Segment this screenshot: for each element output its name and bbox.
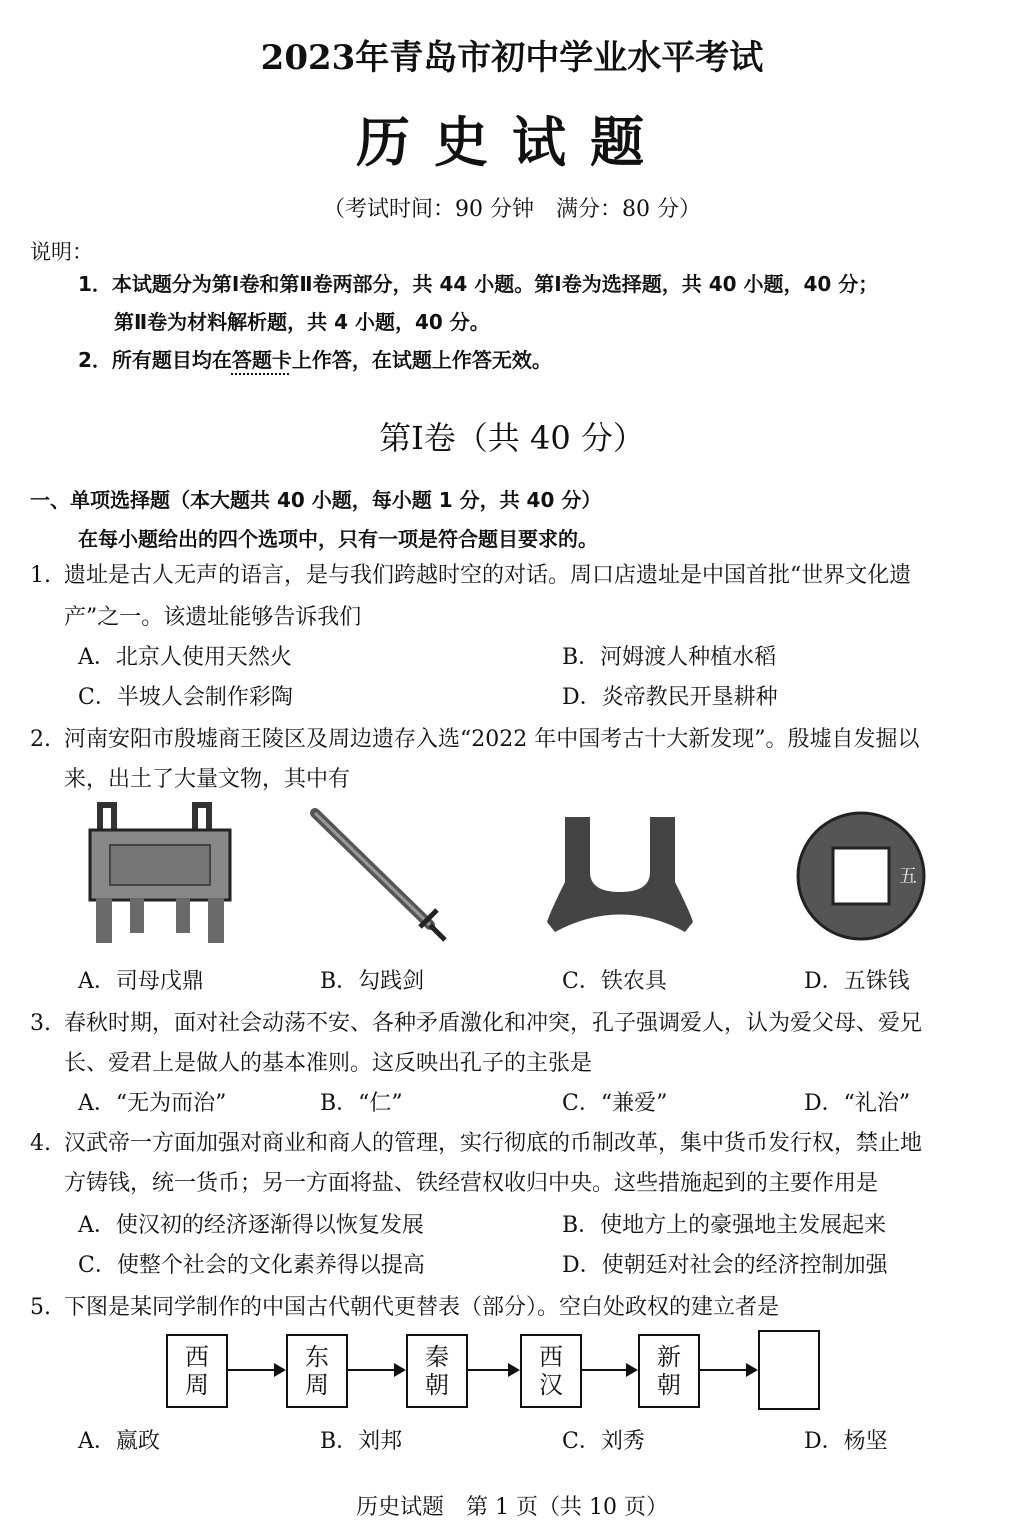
dynasty-char: 汉 [539, 1371, 563, 1399]
flow-arrow [226, 1369, 284, 1371]
q5-option-c: C．刘秀 [562, 1429, 645, 1454]
q4-option-b: B．使地方上的豪强地主发展起来 [562, 1213, 887, 1238]
q5-option-b: B．刘邦 [320, 1429, 403, 1454]
q4-number: 4. [30, 1131, 51, 1156]
goujian-sword-image [305, 805, 455, 945]
dynasty-char: 新 [657, 1343, 681, 1371]
q1-stem-line-1: 遗址是古人无声的语言，是与我们跨越时空的对话。周口店遗址是中国首批“世界文化遗 [64, 563, 912, 588]
dynasty-box-qin [406, 1334, 468, 1408]
q4-option-c: C．使整个社会的文化素养得以提高 [78, 1253, 425, 1278]
dynasty-char: 西 [539, 1343, 563, 1371]
q3-option-d: D．“礼治” [804, 1091, 911, 1116]
exam-title: 2023年青岛市初中学业水平考试 [260, 38, 764, 78]
dynasty-char: 西 [185, 1343, 209, 1371]
flow-arrow [466, 1369, 518, 1371]
note-1-line-1: 1．本试题分为第Ⅰ卷和第Ⅱ卷两部分，共 44 小题。第Ⅰ卷为选择题，共 40 小题，40 分； [78, 272, 879, 296]
wuzhu-coin-image [795, 810, 927, 942]
q5-number: 5. [30, 1295, 51, 1320]
dynasty-char: 朝 [425, 1371, 449, 1399]
q1-option-c: C．半坡人会制作彩陶 [78, 685, 293, 710]
flow-arrow [346, 1369, 404, 1371]
section-title: 第Ⅰ卷（共 40 分） [379, 419, 645, 457]
exam-info: （考试时间：90 分钟 满分：80 分） [323, 197, 701, 222]
q1-number: 1. [30, 563, 51, 588]
q2-option-c: C．铁农具 [562, 969, 667, 994]
q1-option-d: D．炎帝教民开垦耕种 [562, 685, 778, 710]
q3-stem-line-1: 春秋时期，面对社会动荡不安、各种矛盾激化和冲突，孔子强调爱人，认为爱父母、爱兄 [64, 1011, 923, 1036]
dynasty-char: 周 [305, 1371, 329, 1399]
dynasty-box-eastern-zhou [286, 1334, 348, 1408]
dynasty-char: 东 [305, 1343, 329, 1371]
q3-option-b: B．“仁” [320, 1091, 403, 1116]
part-title: 一、单项选择题（本大题共 40 小题，每小题 1 分，共 40 分） [30, 488, 602, 512]
iron-farm-tool-image [545, 812, 695, 937]
q4-stem-line-2: 方铸钱，统一货币；另一方面将盐、铁经营权收归中央。这些措施起到的主要作用是 [64, 1171, 879, 1196]
page-footer: 历史试题 第 1 页（共 10 页） [356, 1495, 668, 1520]
q3-option-a: A．“无为而治” [78, 1091, 227, 1116]
flow-arrow [698, 1369, 756, 1371]
q2-option-a: A．司母戊鼎 [78, 969, 204, 994]
q1-option-a: A．北京人使用天然火 [78, 645, 292, 670]
notes-label: 说明： [30, 240, 93, 264]
q3-number: 3. [30, 1011, 51, 1036]
paper-title: 历史试题 [356, 110, 668, 174]
dynasty-char: 秦 [425, 1343, 449, 1371]
note-2-pre: 2．所有题目均在 [78, 348, 232, 372]
q2-option-d: D．五铢钱 [804, 969, 910, 994]
note-2-emphasis: 答题卡 [231, 348, 292, 372]
simuwu-ding-image [80, 800, 240, 950]
q3-stem-line-2: 长、爱君上是做人的基本准则。这反映出孔子的主张是 [64, 1051, 593, 1076]
q4-stem-line-1: 汉武帝一方面加强对商业和商人的管理，实行彻底的币制改革，集中货币发行权，禁止地 [64, 1131, 923, 1156]
svg-text:五: 五 [899, 866, 917, 887]
q1-option-b: B．河姆渡人种植水稻 [562, 645, 777, 670]
q2-stem-line-1: 河南安阳市殷墟商王陵区及周边遗存入选“2022 年中国考古十大新发现”。殷墟自发掘以 [64, 727, 920, 752]
q1-stem-line-2: 产”之一。该遗址能够告诉我们 [64, 605, 362, 630]
q4-option-a: A．使汉初的经济逐渐得以恢复发展 [78, 1213, 424, 1238]
dynasty-box-blank [758, 1330, 820, 1410]
dynasty-char: 周 [185, 1371, 209, 1399]
q5-option-a: A．嬴政 [78, 1429, 160, 1454]
part-instructions: 在每小题给出的四个选项中，只有一项是符合题目要求的。 [78, 527, 598, 551]
dynasty-box-xin [638, 1334, 700, 1408]
q5-option-d: D．杨坚 [804, 1429, 888, 1454]
q3-option-c: C．“兼爱” [562, 1091, 668, 1116]
q4-option-d: D．使朝廷对社会的经济控制加强 [562, 1253, 888, 1278]
dynasty-box-western-zhou [166, 1334, 228, 1408]
dynasty-box-western-han [520, 1334, 582, 1408]
q2-option-b: B．勾践剑 [320, 969, 425, 994]
note-2 [78, 344, 552, 373]
dynasty-char: 朝 [657, 1371, 681, 1399]
q2-number: 2. [30, 727, 51, 752]
flow-arrow [580, 1369, 636, 1371]
q2-stem-line-2: 来，出土了大量文物，其中有 [64, 767, 351, 792]
note-2-post: 上作答，在试题上作答无效。 [291, 348, 552, 372]
note-1-line-2: 第Ⅱ卷为材料解析题，共 4 小题，40 分。 [114, 310, 490, 334]
q5-stem: 下图是某同学制作的中国古代朝代更替表（部分）。空白处政权的建立者是 [64, 1295, 780, 1320]
